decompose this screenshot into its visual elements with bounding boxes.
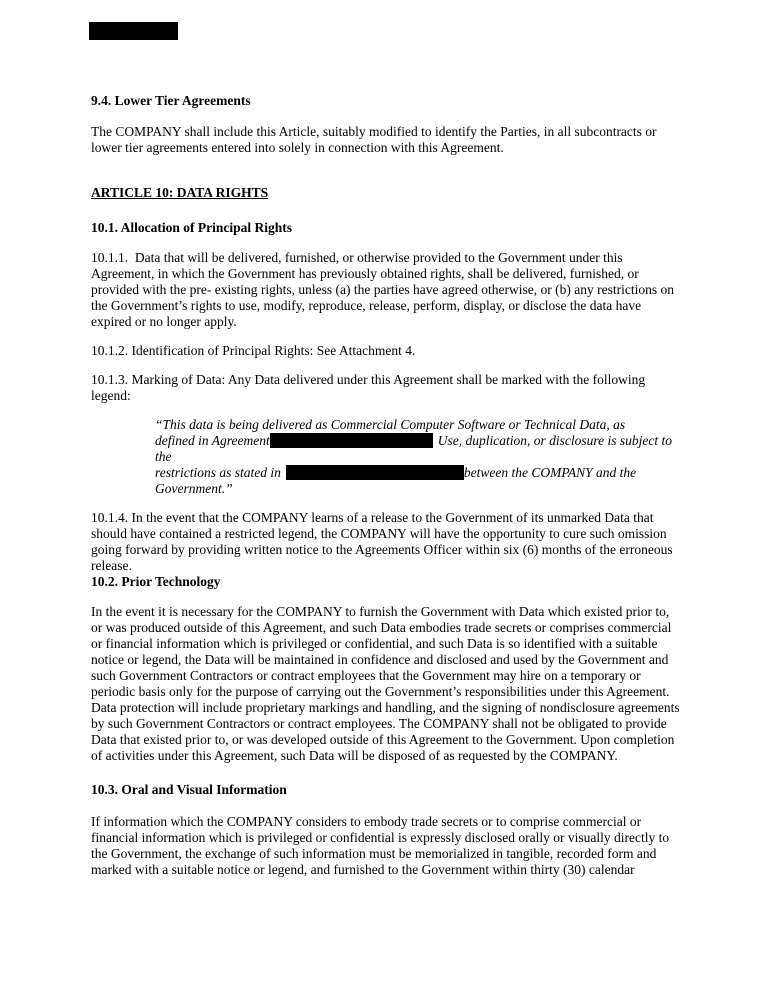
legend-quote-line-3: restrictions as stated in between the COMPANY and the — [155, 465, 637, 480]
article-10-heading: ARTICLE 10: DATA RIGHTS — [91, 185, 269, 200]
paragraph-10-1-3: 10.1.3. Marking of Data: Any Data delivered under this Agreement shall be marked with the following legend: — [91, 372, 646, 403]
paragraph-10-1-1: 10.1.1. Data that will be delivered, furnished, or otherwise provided to the Government under this Agreement, in which the Government has previously obtained rights, shall be delivered, furnished, or provided with the pre- existing rights, unless (a) the parties have agreed otherwise, or (b) any restrictions on the Government’s rights to use, modify, reproduce, release, perform, display, or disclose the data have expired or no longer apply. — [91, 250, 674, 329]
data-marking-legend-quote — [155, 417, 681, 497]
header-redaction-bar — [89, 22, 178, 40]
section-10-2-paragraph: In the event it is necessary for the COMPANY to furnish the Government with Data which existed prior to, or was produced outside of this Agreement, and such Data embodies trade secrets or comprises commercial or financial information which is privileged or confidential, and such Data is so identified with a suitable notice or legend, the Data will be maintained in confidence and disclosed and used by the Government and such Government Contractors or contract employees that the Government may hire on a temporary or periodic basis only for the purpose of carrying out the Government’s responsibilities under this Agreement. Data protection will include proprietary markings and handling, and the signing of nondisclosure agreements by such Government Contractors or contract employees. The COMPANY shall not be obligated to provide Data that existed prior to, or was developed outside of this Agreement to the Government. Upon completion of activities under this Agreement, such Data will be disposed of as requested by the COMPANY. — [91, 604, 680, 763]
paragraph-10-1-2: 10.1.2. Identification of Principal Rights: See Attachment 4. — [91, 343, 416, 358]
section-9-4-heading: 9.4. Lower Tier Agreements — [91, 93, 251, 108]
section-10-2-heading: 10.2. Prior Technology — [91, 574, 221, 589]
legend-quote-line-2: defined in Agreement Use, duplication, or disclosure is subject to the — [155, 433, 672, 464]
section-10-3-heading: 10.3. Oral and Visual Information — [91, 782, 287, 797]
legend-quote-line-4: Government.” — [155, 481, 233, 496]
section-9-4-paragraph: The COMPANY shall include this Article, suitably modified to identify the Parties, in all subcontracts or lower tier agreements entered into solely in connection with this Agreement. — [91, 124, 657, 155]
legend-quote-line-1: “This data is being delivered as Commercial Computer Software or Technical Data, as — [155, 417, 626, 432]
paragraph-10-1-4: 10.1.4. In the event that the COMPANY learns of a release to the Government of its unmarked Data that should have contained a restricted legend, the COMPANY will have the opportunity to cure such omission going forward by providing written notice to the Agreements Officer within six (6) months of the erroneous release. — [91, 510, 673, 573]
section-10-1-heading: 10.1. Allocation of Principal Rights — [91, 220, 293, 235]
quote-redaction-bar-1 — [270, 433, 433, 448]
quote-redaction-bar-2 — [286, 465, 464, 480]
section-10-3-paragraph: If information which the COMPANY considers to embody trade secrets or to comprise commercial or financial information which is privileged or confidential is expressly disclosed orally or visually directly to the Government, the exchange of such information must be memorialized in tangible, recorded form and marked with a suitable notice or legend, and furnished to the Government within thirty (30) calendar — [91, 814, 670, 877]
